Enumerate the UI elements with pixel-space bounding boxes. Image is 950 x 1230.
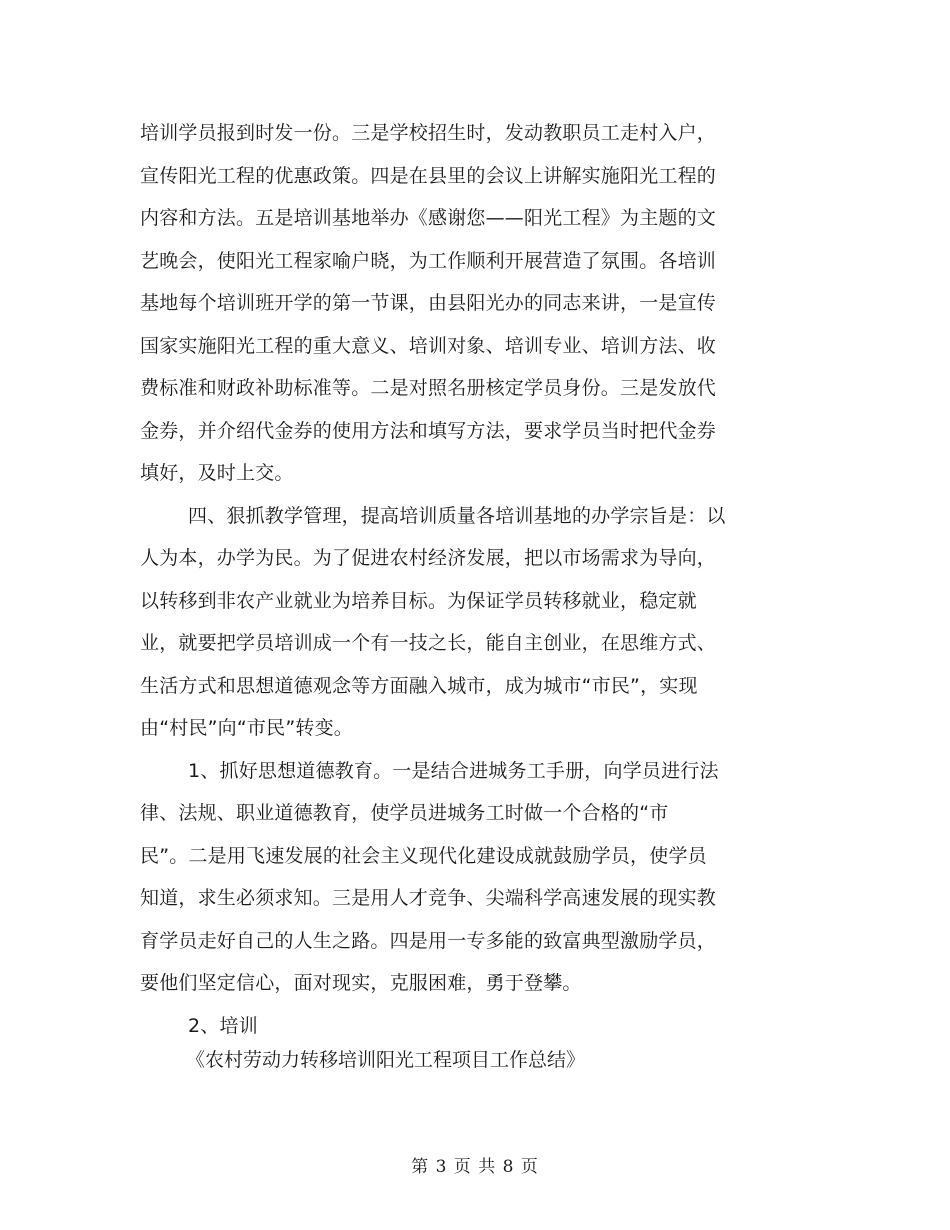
text-line: 四、狠抓教学管理，提高培训质量各培训基地的办学宗旨是：以: [188, 504, 726, 527]
text-line: 国家实施阳光工程的重大意义、培训对象、培训专业、培训方法、收: [140, 334, 717, 357]
text-line: 以转移到非农产业就业为培养目标。为保证学员转移就业，稳定就: [140, 589, 697, 612]
text-line: 由“村民”向“市民”转变。: [140, 717, 353, 739]
text-line: 填好，及时上交。: [140, 462, 294, 484]
paragraph: [140, 750, 760, 1005]
text-line: 2、培训: [188, 1014, 258, 1037]
text-line: 育学员走好自己的人生之路。四是用一专多能的致富典型激励学员，: [140, 929, 717, 952]
text-line: 要他们坚定信心，面对现实，克服困难，勇于登攀。: [140, 972, 582, 994]
paragraph: [140, 495, 760, 750]
document-title: 《农村劳动力转移培训阳光工程项目工作总结》: [186, 1049, 586, 1071]
text-line: 生活方式和思想道德观念等方面融入城市，成为城市“市民”，实现: [140, 674, 698, 697]
text-line: 律、法规、职业道德教育，使学员进城务工时做一个合格的“市: [140, 802, 669, 824]
text-line: 艺晚会，使阳光工程家喻户晓，为工作顺利开展营造了氛围。各培训: [140, 249, 717, 272]
text-line: 费标准和财政补助标准等。二是对照名册核定学员身份。三是发放代: [140, 377, 717, 399]
body-text: [140, 112, 760, 1047]
text-line: 宣传阳光工程的优惠政策。四是在县里的会议上讲解实施阳光工程的: [140, 164, 717, 187]
paragraph: [140, 112, 760, 495]
text-line: 业，就要把学员培训成一个有一技之长，能自主创业，在思维方式、: [140, 632, 717, 654]
text-line: 内容和方法。五是培训基地举办《感谢您——阳光工程》为主题的文: [140, 207, 717, 229]
text-line: 人为本，办学为民。为了促进农村经济发展，把以市场需求为导向，: [140, 547, 717, 569]
text-line: 民”。二是用飞速发展的社会主义现代化建设成就鼓励学员，使学员: [140, 844, 707, 867]
page-footer: 第 3 页 共 8 页: [411, 1157, 539, 1177]
text-line: 知道，求生必须求知。三是用人才竞争、尖端科学高速发展的现实教: [140, 887, 717, 909]
text-line: 1、抓好思想道德教育。一是结合进城务工手册，向学员进行法: [188, 759, 719, 782]
text-line: 金券，并介绍代金券的使用方法和填写方法，要求学员当时把代金券: [140, 419, 717, 442]
text-line: 基地每个培训班开学的第一节课，由县阳光办的同志来讲，一是宣传: [140, 292, 717, 314]
text-line: 培训学员报到时发一份。三是学校招生时，发动教职员工走村入户，: [140, 122, 717, 144]
